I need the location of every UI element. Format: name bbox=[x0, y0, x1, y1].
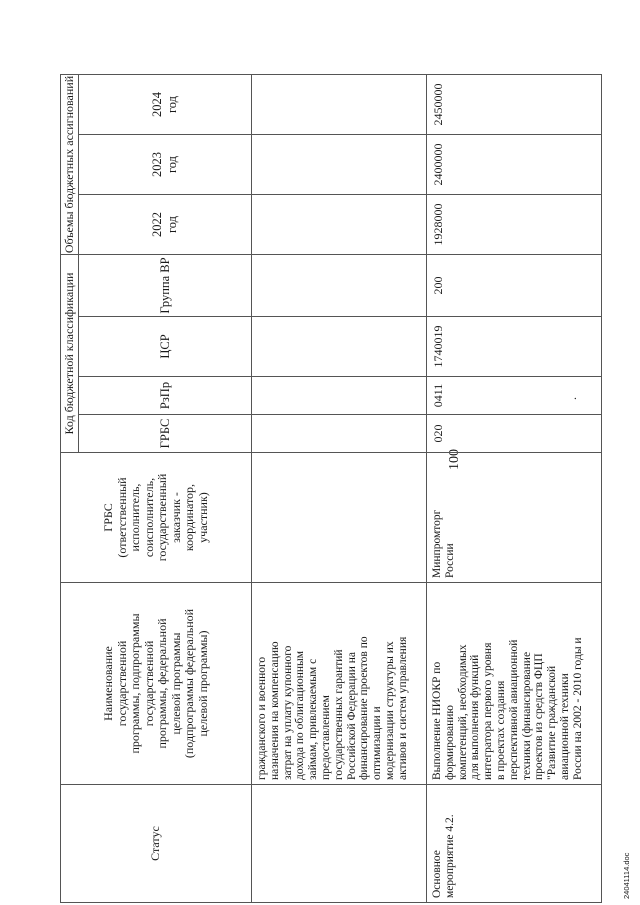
row-code-grbs bbox=[252, 415, 427, 453]
grbs-header: ГРБС (ответственный исполнитель, соисполнитель, государственный заказчик - координатор, участник) bbox=[61, 453, 252, 583]
row-name: гражданского и военного назначения на компенсацию затрат на уплату купонного дохода по облигационным займам, привлекаемым с предоставлением государственных гарантий Российской Федерации на финансирование проектов по оптимизации и модернизации структуры их активов и систем управления bbox=[252, 583, 427, 785]
stray-mark: . bbox=[565, 397, 579, 400]
row-code-grbs: 020 bbox=[427, 415, 602, 453]
row-year-2023 bbox=[252, 135, 427, 195]
row-status: Основное мероприятие 4.2. bbox=[427, 785, 602, 903]
row-grbs: Минпромторг России bbox=[427, 453, 602, 583]
row-year-2024: 2450000 bbox=[427, 75, 602, 135]
table-row bbox=[252, 75, 427, 903]
name-header: Наименование государственной программы, подпрограммы государственной программы, федеральной целевой программы (подпрограммы федеральной целевой программы) bbox=[61, 583, 252, 785]
row-year-2022 bbox=[252, 195, 427, 255]
code-rzpr-header: РзПр bbox=[79, 377, 252, 415]
row-year-2023: 2400000 bbox=[427, 135, 602, 195]
code-grbs-header: ГРБС bbox=[79, 415, 252, 453]
row-code-rzpr: 0411 bbox=[427, 377, 602, 415]
code-csr-header: ЦСР bbox=[79, 317, 252, 377]
row-code-rzpr bbox=[252, 377, 427, 415]
row-year-2024 bbox=[252, 75, 427, 135]
table-row bbox=[427, 75, 602, 903]
row-grbs bbox=[252, 453, 427, 583]
row-code-vr: 200 bbox=[427, 255, 602, 317]
header-row-1 bbox=[61, 75, 79, 903]
row-code-csr bbox=[252, 317, 427, 377]
footer-doc-name: 24041114.doc bbox=[622, 852, 631, 899]
row-year-2022: 1928000 bbox=[427, 195, 602, 255]
row-status bbox=[252, 785, 427, 903]
status-header: Статус bbox=[61, 785, 252, 903]
budget-code-group-header: Код бюджетной классификации bbox=[61, 255, 79, 453]
year-2024-header: 2024 год bbox=[79, 75, 252, 135]
volumes-group-header: Объемы бюджетных ассигнований bbox=[61, 75, 79, 255]
year-2022-header: 2022 год bbox=[79, 195, 252, 255]
row-name: Выполнение НИОКР по формированию компетенций, необходимых для выполнения функций интегратора первого уровня в проектах создания перспективной авиационной техники (финансирование проектов из средств ФЦП "Развитие гражданской авиационной техники России на 2002 - 2010 годы и bbox=[427, 583, 602, 785]
row-code-vr bbox=[252, 255, 427, 317]
page-number: 100 bbox=[447, 449, 462, 470]
row-code-csr: 1740019 bbox=[427, 317, 602, 377]
budget-table bbox=[60, 74, 602, 903]
year-2023-header: 2023 год bbox=[79, 135, 252, 195]
code-vr-header: Группа ВР bbox=[79, 255, 252, 317]
